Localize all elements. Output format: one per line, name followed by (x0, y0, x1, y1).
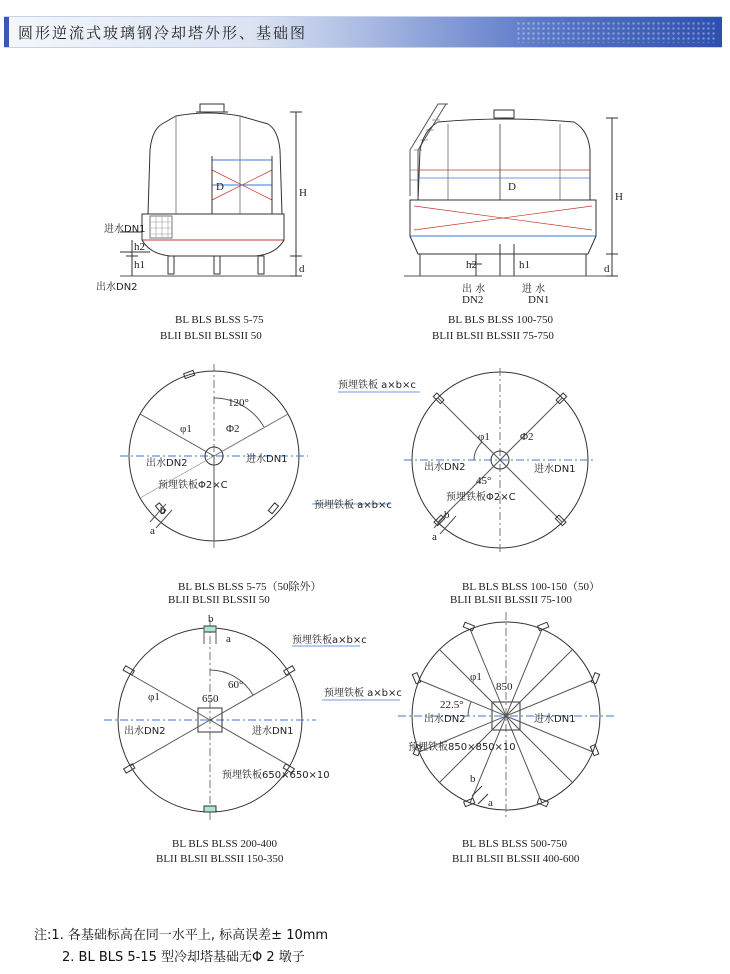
plan2-plate-edge: 预埋铁板 a×b×c (338, 380, 416, 391)
plan2-inlet: 进水DN1 (534, 464, 576, 475)
plan-view-2 (404, 368, 596, 552)
inlet-label-right: 进 水 (522, 284, 546, 295)
plan3-a: a (226, 633, 231, 645)
h1-label-right: h1 (519, 259, 530, 271)
diameter-label-left: D (216, 181, 224, 193)
plan2-a: a (432, 531, 437, 543)
caption-right-elevation-2: BLII BLSII BLSSII 75-750 (432, 330, 554, 342)
plan3-b: b (208, 613, 214, 625)
inlet-label-left: 进水DN1 (104, 224, 146, 235)
elevation-small-tower (120, 104, 302, 276)
plan3-angle: 60° (228, 679, 244, 691)
plan4-dim: 850 (496, 681, 513, 693)
caption-left-elevation-2: BLII BLSII BLSSII 50 (160, 330, 262, 342)
caption-plan1-2: BLII BLSII BLSSII 50 (168, 594, 270, 606)
plan3-phi1: φ1 (148, 691, 160, 703)
height-label-right: H (615, 191, 623, 203)
plan1-inlet: 进水DN1 (246, 454, 288, 465)
caption-plan2-2: BLII BLSII BLSSII 75-100 (450, 594, 572, 606)
plan2-plate-center: 预埋铁板Φ2×C (446, 492, 516, 503)
plan3-plate-edge: 预埋铁板a×b×c (292, 635, 367, 646)
plan4-b: b (470, 773, 476, 785)
plan1-plate-edge: 预埋铁板 a×b×c (314, 500, 392, 511)
d-label-right: d (604, 263, 610, 275)
plan4-a: a (488, 797, 493, 809)
plan1-plate-center: 预埋铁板Φ2×C (158, 480, 228, 491)
plan1-a: a (150, 525, 155, 537)
plan3-outlet: 出水DN2 (124, 726, 166, 737)
plan4-angle: 22.5° (440, 699, 464, 711)
plan1-angle: 120° (228, 397, 249, 409)
h2-label-left: h2 (134, 241, 145, 253)
outlet-label-left: 出水DN2 (96, 282, 138, 293)
plan4-inlet: 进水DN1 (534, 714, 576, 725)
outlet-label-right: 出 水 (462, 284, 486, 295)
caption-right-elevation-1: BL BLS BLSS 100-750 (448, 314, 554, 326)
plan4-plate-center: 预埋铁板850×850×10 (408, 742, 516, 753)
plan2-phi1: φ1 (478, 431, 490, 443)
caption-plan3-2: BLII BLSII BLSSII 150-350 (156, 853, 284, 865)
inlet-dn-right: DN1 (528, 294, 550, 306)
plan1-b: b (160, 505, 166, 517)
caption-plan2-1: BL BLS BLSS 100-150（50） (462, 581, 601, 593)
plan3-dim: 650 (202, 693, 219, 705)
caption-plan3-1: BL BLS BLSS 200-400 (172, 838, 278, 850)
plan4-phi1: φ1 (470, 671, 482, 683)
plan2-angle: 45° (476, 475, 492, 487)
outlet-dn-right: DN2 (462, 294, 484, 306)
plan1-outlet: 出水DN2 (146, 458, 188, 469)
plan-view-3 (104, 620, 316, 820)
plan4-plate-edge: 预埋铁板 a×b×c (324, 688, 402, 699)
plan4-outlet: 出水DN2 (424, 714, 466, 725)
caption-plan4-2: BLII BLSII BLSSII 400-600 (452, 853, 580, 865)
plan2-outlet: 出水DN2 (424, 462, 466, 473)
plan1-phi2: Φ2 (226, 423, 240, 435)
page-title: 圆形逆流式玻璃钢冷却塔外形、基础图 (18, 24, 308, 42)
plan3-inlet: 进水DN1 (252, 726, 294, 737)
plan3-plate-center: 预埋铁板650×650×10 (222, 770, 330, 781)
caption-plan4-1: BL BLS BLSS 500-750 (462, 838, 568, 850)
height-label-left: H (299, 187, 307, 199)
note-line-2: 2. BL BLS 5-15 型冷却塔基础无Φ 2 墩子 (62, 950, 305, 965)
plan1-phi1: φ1 (180, 423, 192, 435)
plan2-phi2: Φ2 (520, 431, 534, 443)
diameter-label-right: D (508, 181, 516, 193)
h2-label-right: h2 (466, 259, 477, 271)
note-line-1: 注:1. 各基础标高在同一水平上, 标高误差± 10mm (34, 928, 329, 943)
caption-plan1-1: BL BLS BLSS 5-75（50除外） (178, 581, 322, 593)
plan2-b: b (444, 509, 450, 521)
h1-label-left: h1 (134, 259, 145, 271)
d-label-left: d (299, 263, 305, 275)
caption-left-elevation-1: BL BLS BLSS 5-75 (175, 314, 264, 326)
